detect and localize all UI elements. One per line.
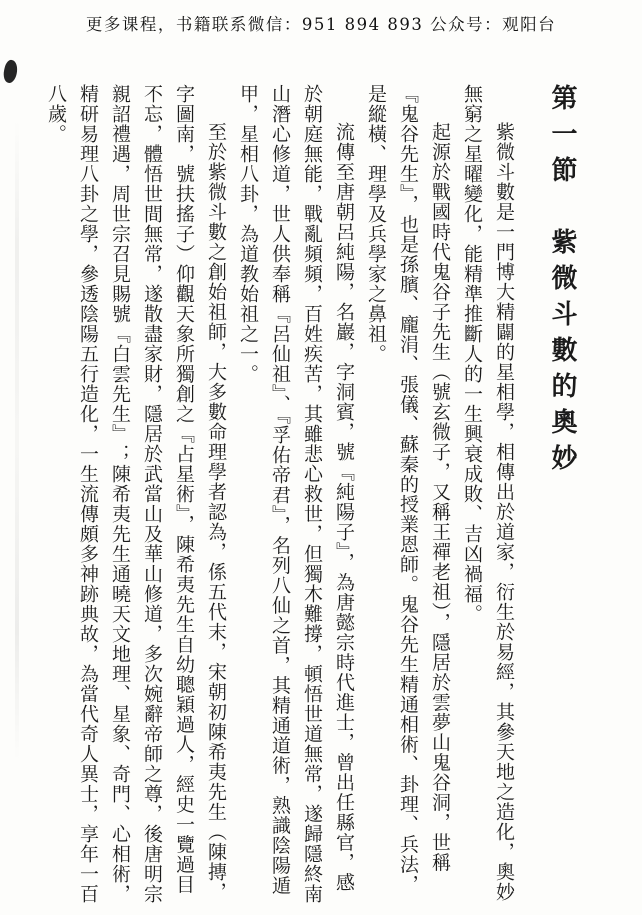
paragraph-3: 流傳至唐朝呂純陽，名巖，字洞賓，號『純陽子』，為唐懿宗時代進士，曾出任縣官，感於朝庭無能，戰亂頻頻，百姓疾苦，其雖悲心救世，但獨木難撐，頓悟世道無常，遂歸隱終南山潛心修道，世人供奉稱『呂仙祖』、『孚佑帝君』，名列八仙之首，其精通道術，熟識陰陽遁甲，星相八卦，為道教始祖之一。	[237, 84, 355, 904]
page-body-vertical-text	[40, 84, 580, 912]
header-contact-line: 更多课程，书籍联系微信：951 894 893 公众号：观阳台	[85, 15, 557, 34]
paragraph-4: 至於紫微斗數之創始祖師，大多數命理學者認為，係五代末，宋朝初陳希夷先生（陳摶，字圖南，號扶搖子）仰觀天象所獨創之『占星術』，陳希夷先生自幼聰穎過人，經史一覽過目不忘，體悟世間無常，遂散盡家財，隱居於武當山及華山修道，多次婉辭帝師之尊，後唐明宗親詔禮遇，周世宗召見賜號『白雲先生』；陳希夷先生通曉天文地理、星象、奇門、心相術，精研易理八卦之學，參透陰陽五行造化，一生流傳頗多神跡典故，為當代奇人異士，享年一百八歲。	[45, 84, 227, 904]
paragraph-1: 紫微斗數是一門博大精闢的星相學，相傳出於道家，衍生於易經，其參天地之造化，奧妙無窮之星曜變化，能精準推斷人的一生興衰成敗、吉凶禍福。	[461, 84, 515, 902]
scan-artifact-streak	[15, 120, 19, 760]
paragraph-2: 起源於戰國時代鬼谷子先生（號玄微子，又稱王禪老祖），隱居於雲夢山鬼谷洞，世稱『鬼谷先生』，也是孫臏、龐涓、張儀、蘇秦的授業恩師。鬼谷先生精通相術、卦理、兵法，是縱橫、理學及兵學家之鼻祖。	[365, 84, 451, 895]
section-title: 第一節 紫微斗數的奧妙	[547, 84, 577, 480]
scan-artifact-blob	[2, 59, 19, 84]
